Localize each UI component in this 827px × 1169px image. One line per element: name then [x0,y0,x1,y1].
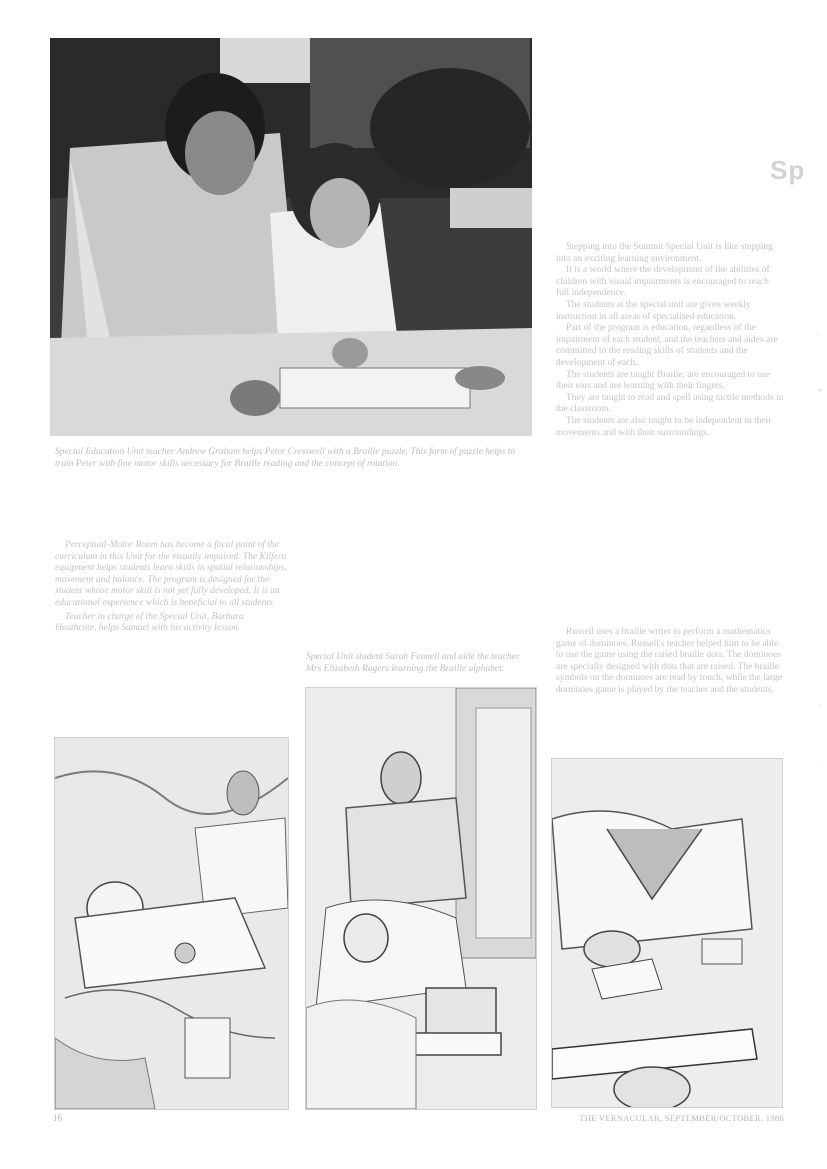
left-paragraph: Perceptual-Motor Room has become a focal point of the curriculum in this Unit for the visually impaired. The Kilfera equipment helps students learn skills in spatial relationships, movement and balance. The program is designed for the student whose motor skill is not yet fully developed. It is an educational experience which is beneficial to all students. [55,540,287,608]
right-column-text [556,242,784,439]
middle-photo-caption: Special Unit student Sarah Fennell and aide the teacher Mrs Elizabeth Rogers learning the Braille alphabet. [306,652,520,674]
right-paragraph: Part of the program is education, regardless of the impairment of each student, and the teachers and aides are committed to the reading skills of students and the development of each. [556,323,778,368]
right-column-text-2 [556,627,784,697]
margin-mark: ’ [819,704,821,713]
top-photo [50,38,532,436]
right-paragraph: Stepping into the Summit Special Unit is like stepping into an exciting learning environment. [556,242,773,264]
right-paragraph: It is a world where the development of the abilities of children with visual impairments is encouraged to reach full independence. [556,265,770,299]
left-paragraph: Teacher in charge of the Special Unit, Barbara Heathcote, helps Samuel with his activity lesson. [55,611,244,634]
margin-mark: ° [818,388,822,397]
right-paragraph: They are taught to read and spell using tactile methods in the classroom. [556,392,784,415]
issue-line: THE VERNACULAR, SEPTEMBER/OCTOBER, 1986 [579,1113,784,1123]
top-photo-caption: Special Education Unit teacher Andrew Graham helps Peter Cresswell with a Braille puzzle. This form of puzzle helps to train Peter with fine motor skills necessary for Braille reading and the concept of rotation. [55,447,516,469]
left-column-text [55,540,287,635]
right-paragraph: The students are taught Braille, are encouraged to use their ears and are learning with their fingers. [556,369,770,392]
page-number: 16 [53,1113,62,1123]
bottom-right-photo [551,758,783,1108]
bottom-middle-photo [305,687,537,1110]
margin-mark: · [818,760,821,769]
right-paragraph: The students at the special unit are given weekly instruction in all areas of specialised education. [556,299,751,322]
section-heading: Sp [770,155,806,185]
margin-mark: ˎ [817,326,820,335]
right-paragraph: Russell uses a braille writer to perform a mathematics game of dominoes. Russell's teacher helped him to be able to use the game using the raised braille dots. The dominoes are specially designed with dots that are raised. The braille symbols on the dominoes are read by touch, while the large dominoes game is played by the teacher and the students. [556,627,782,695]
right-paragraph: The students are also taught to be independent in their movements and with their surroundings. [556,415,772,438]
bottom-left-photo [54,737,289,1110]
